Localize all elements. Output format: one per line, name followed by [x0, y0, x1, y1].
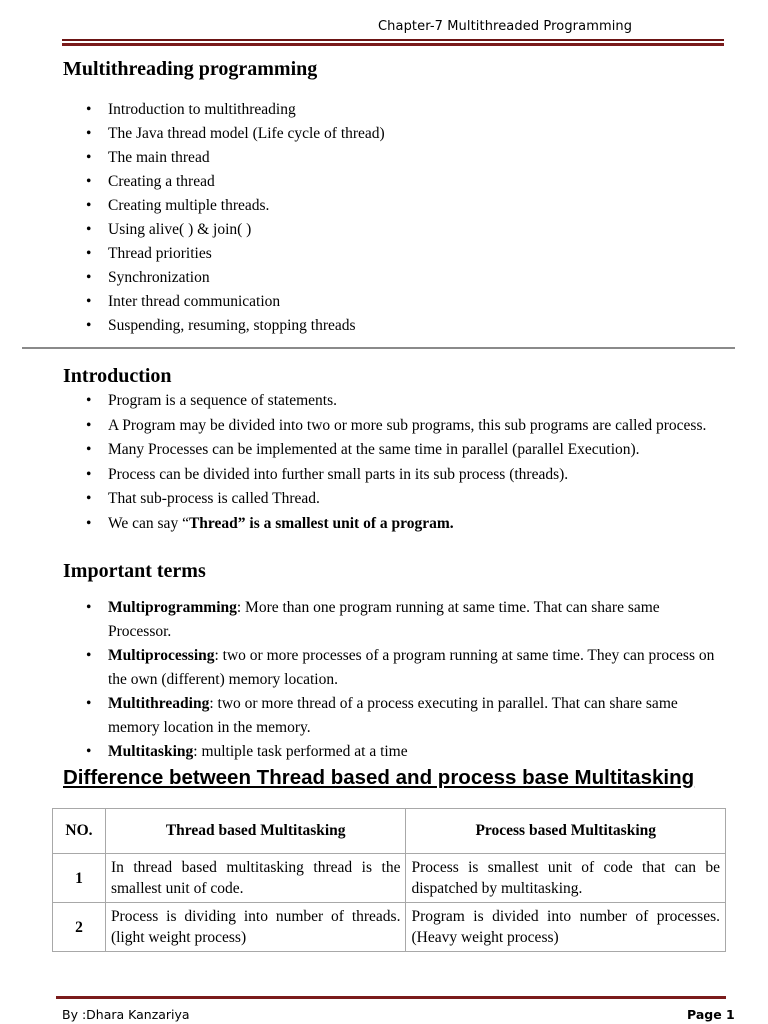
list-item: • Process can be divided into further small parts in its sub process (threads).: [63, 463, 723, 488]
list-item: • Creating a thread: [63, 170, 723, 194]
list-item: [63, 740, 723, 764]
list-item: • Inter thread communication: [63, 290, 723, 314]
chapter-header: Chapter-7 Multithreaded Programming: [378, 19, 633, 34]
table-row: [53, 903, 726, 952]
term-name: Multitasking: [108, 743, 194, 760]
section-title-multithreading: Multithreading programming: [63, 58, 318, 80]
statement-prefix: We can say “: [108, 514, 189, 532]
row-number: 1: [53, 854, 106, 903]
list-item: • Program is a sequence of statements.: [63, 389, 723, 414]
comparison-table: [52, 808, 726, 952]
footer-author: By :Dhara Kanzariya: [62, 1007, 190, 1022]
term-description: : two or more processes of a program running at same time. They can process on the own (different) memory location.: [108, 647, 715, 688]
footer-rule: [56, 996, 726, 999]
process-cell: Process is smallest unit of code that can be dispatched by multitasking.: [406, 854, 726, 903]
list-item: • Introduction to multithreading: [63, 98, 723, 122]
list-item: • The Java thread model (Life cycle of thread): [63, 122, 723, 146]
row-number: 2: [53, 903, 106, 952]
list-item: • Many Processes can be implemented at the same time in parallel (parallel Execution).: [63, 438, 723, 463]
footer-page-number: Page 1: [687, 1007, 735, 1022]
list-item: • Suspending, resuming, stopping threads: [63, 314, 723, 338]
introduction-list: [63, 389, 723, 536]
column-header-process: Process based Multitasking: [406, 809, 726, 854]
header-rule-top: [62, 39, 724, 41]
term-name: Multithreading: [108, 695, 210, 712]
thread-cell: Process is dividing into number of threads. (light weight process): [105, 903, 406, 952]
table-row: [53, 854, 726, 903]
term-name: Multiprocessing: [108, 647, 215, 664]
table-header-row: [53, 809, 726, 854]
list-item: • Creating multiple threads.: [63, 194, 723, 218]
list-item: [63, 596, 723, 644]
topics-list: [63, 98, 723, 338]
column-header-thread: Thread based Multitasking: [105, 809, 406, 854]
terms-list: [63, 596, 723, 764]
section-title-introduction: Introduction: [63, 365, 172, 387]
term-name: Multiprogramming: [108, 599, 237, 616]
list-item: • The main thread: [63, 146, 723, 170]
thread-cell: In thread based multitasking thread is the smallest unit of code.: [105, 854, 406, 903]
list-item: • Synchronization: [63, 266, 723, 290]
column-header-no: NO.: [53, 809, 106, 854]
process-cell: Program is divided into number of processes. (Heavy weight process): [406, 903, 726, 952]
list-item: [63, 512, 723, 537]
list-item: [63, 644, 723, 692]
list-item: • Thread priorities: [63, 242, 723, 266]
list-item: • Using alive( ) & join( ): [63, 218, 723, 242]
header-rule-bottom: [62, 43, 724, 46]
statement-emphasis: Thread” is a smallest unit of a program.: [188, 514, 454, 532]
term-description: : two or more thread of a process executing in parallel. That can share same memory location in the memory.: [108, 695, 678, 736]
term-description: : multiple task performed at a time: [193, 743, 408, 760]
list-item: • A Program may be divided into two or more sub programs, this sub programs are called process.: [63, 414, 723, 439]
list-item: • That sub-process is called Thread.: [63, 487, 723, 512]
section-title-important-terms: Important terms: [63, 560, 206, 582]
list-item: [63, 692, 723, 740]
section-divider: [22, 347, 735, 349]
term-description: : More than one program running at same time. That can share same Processor.: [108, 599, 660, 640]
section-title-difference: Difference between Thread based and process base Multitasking: [63, 766, 695, 789]
